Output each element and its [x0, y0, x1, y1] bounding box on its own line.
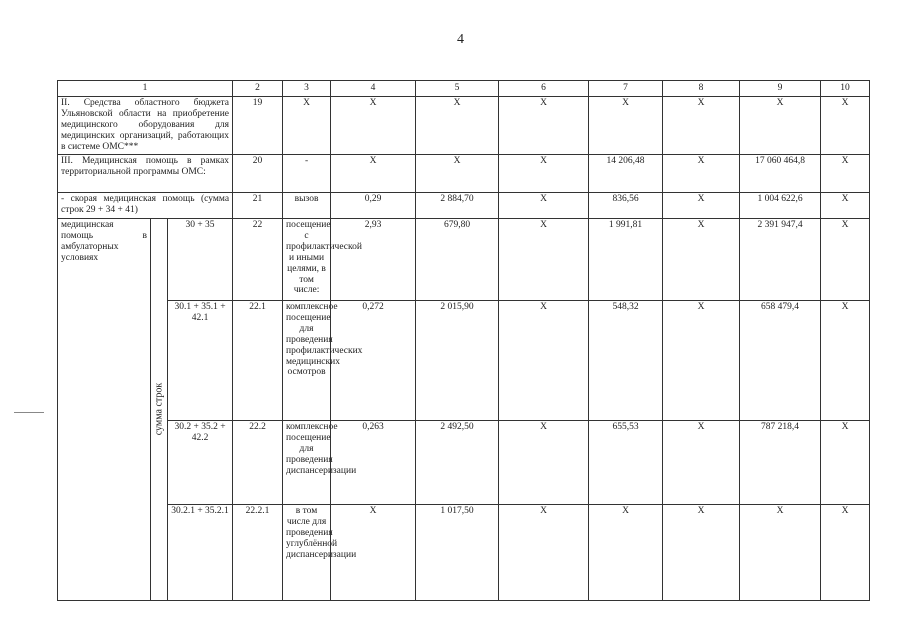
cell: X: [589, 504, 663, 600]
cell: X: [499, 420, 589, 504]
cell: X: [331, 96, 416, 154]
unit-cell: X: [283, 96, 331, 154]
cell: X: [499, 218, 589, 300]
cell: X: [821, 218, 870, 300]
cell: X: [821, 192, 870, 218]
table-row: [58, 504, 870, 600]
cell: X: [821, 154, 870, 192]
cell: X: [740, 504, 821, 600]
table-row: [58, 420, 870, 504]
cell: 1 991,81: [589, 218, 663, 300]
row-sum: 30.2 + 35.2 + 42.2: [168, 420, 233, 504]
cell: 1 017,50: [416, 504, 499, 600]
line-number: 20: [233, 154, 283, 192]
cell: X: [821, 420, 870, 504]
line-number: 22: [233, 218, 283, 300]
cell: 0,29: [331, 192, 416, 218]
page-number: 4: [457, 32, 464, 47]
data-table: [57, 80, 870, 601]
unit-cell: комплексное посещение для проведения профилактических медицинских осмотров: [283, 300, 331, 420]
cell: 2 391 947,4: [740, 218, 821, 300]
row-sum: 30.2.1 + 35.2.1: [168, 504, 233, 600]
line-number: 19: [233, 96, 283, 154]
table-row: [58, 96, 870, 154]
row-name: - скорая медицинская помощь (сумма строк 29 + 34 + 41): [58, 192, 233, 218]
vertical-label: сумма строк: [151, 218, 168, 600]
cell: X: [663, 300, 740, 420]
line-number: 22.2: [233, 420, 283, 504]
cell: 2,93: [331, 218, 416, 300]
unit-cell: -: [283, 154, 331, 192]
line-number: 22.1: [233, 300, 283, 420]
header-row: [58, 81, 870, 97]
cell: 14 206,48: [589, 154, 663, 192]
col-header: 9: [740, 81, 821, 97]
unit-cell: посещение с профилактической и иными целями, в том числе:: [283, 218, 331, 300]
col-header: 1: [58, 81, 233, 97]
cell: X: [663, 504, 740, 600]
col-header: 2: [233, 81, 283, 97]
unit-cell: в том числе для проведения углублённой диспансеризации: [283, 504, 331, 600]
cell: 0,272: [331, 300, 416, 420]
cell: X: [663, 154, 740, 192]
cell: 548,32: [589, 300, 663, 420]
cell: 655,53: [589, 420, 663, 504]
cell: X: [499, 300, 589, 420]
col-header: 8: [663, 81, 740, 97]
unit-cell: вызов: [283, 192, 331, 218]
cell: X: [499, 154, 589, 192]
cell: X: [331, 504, 416, 600]
table-row: [58, 300, 870, 420]
row-name: медицинская помощь в амбулаторных условиях: [58, 218, 151, 600]
col-header: 5: [416, 81, 499, 97]
cell: X: [416, 96, 499, 154]
cell: 17 060 464,8: [740, 154, 821, 192]
cell: X: [821, 300, 870, 420]
cell: X: [663, 218, 740, 300]
cell: X: [499, 192, 589, 218]
table-row: [58, 218, 870, 300]
col-header: 6: [499, 81, 589, 97]
cell: X: [499, 96, 589, 154]
col-header: 10: [821, 81, 870, 97]
cell: X: [663, 96, 740, 154]
cell: X: [416, 154, 499, 192]
cell: X: [663, 420, 740, 504]
row-name: III. Медицинская помощь в рамках территориальной программы ОМС:: [58, 154, 233, 192]
col-header: 7: [589, 81, 663, 97]
cell: 787 218,4: [740, 420, 821, 504]
cell: X: [740, 96, 821, 154]
line-number: 22.2.1: [233, 504, 283, 600]
table-row: [58, 154, 870, 192]
cell: 1 004 622,6: [740, 192, 821, 218]
cell: X: [331, 154, 416, 192]
scan-artifact: [14, 412, 44, 413]
cell: 658 479,4: [740, 300, 821, 420]
line-number: 21: [233, 192, 283, 218]
cell: 679,80: [416, 218, 499, 300]
cell: X: [821, 96, 870, 154]
cell: X: [589, 96, 663, 154]
cell: 2 492,50: [416, 420, 499, 504]
cell: 0,263: [331, 420, 416, 504]
cell: X: [499, 504, 589, 600]
row-sum: 30 + 35: [168, 218, 233, 300]
unit-cell: комплексное посещение для проведения диспансеризации: [283, 420, 331, 504]
cell: X: [821, 504, 870, 600]
row-name: II. Средства областного бюджета Ульяновской области на приобретение медицинского оборудования для медицинских организаций, работающих в системе ОМС***: [58, 96, 233, 154]
row-sum: 30.1 + 35.1 + 42.1: [168, 300, 233, 420]
cell: 2 884,70: [416, 192, 499, 218]
cell: 2 015,90: [416, 300, 499, 420]
cell: 836,56: [589, 192, 663, 218]
cell: X: [663, 192, 740, 218]
col-header: 3: [283, 81, 331, 97]
table-row: [58, 192, 870, 218]
col-header: 4: [331, 81, 416, 97]
